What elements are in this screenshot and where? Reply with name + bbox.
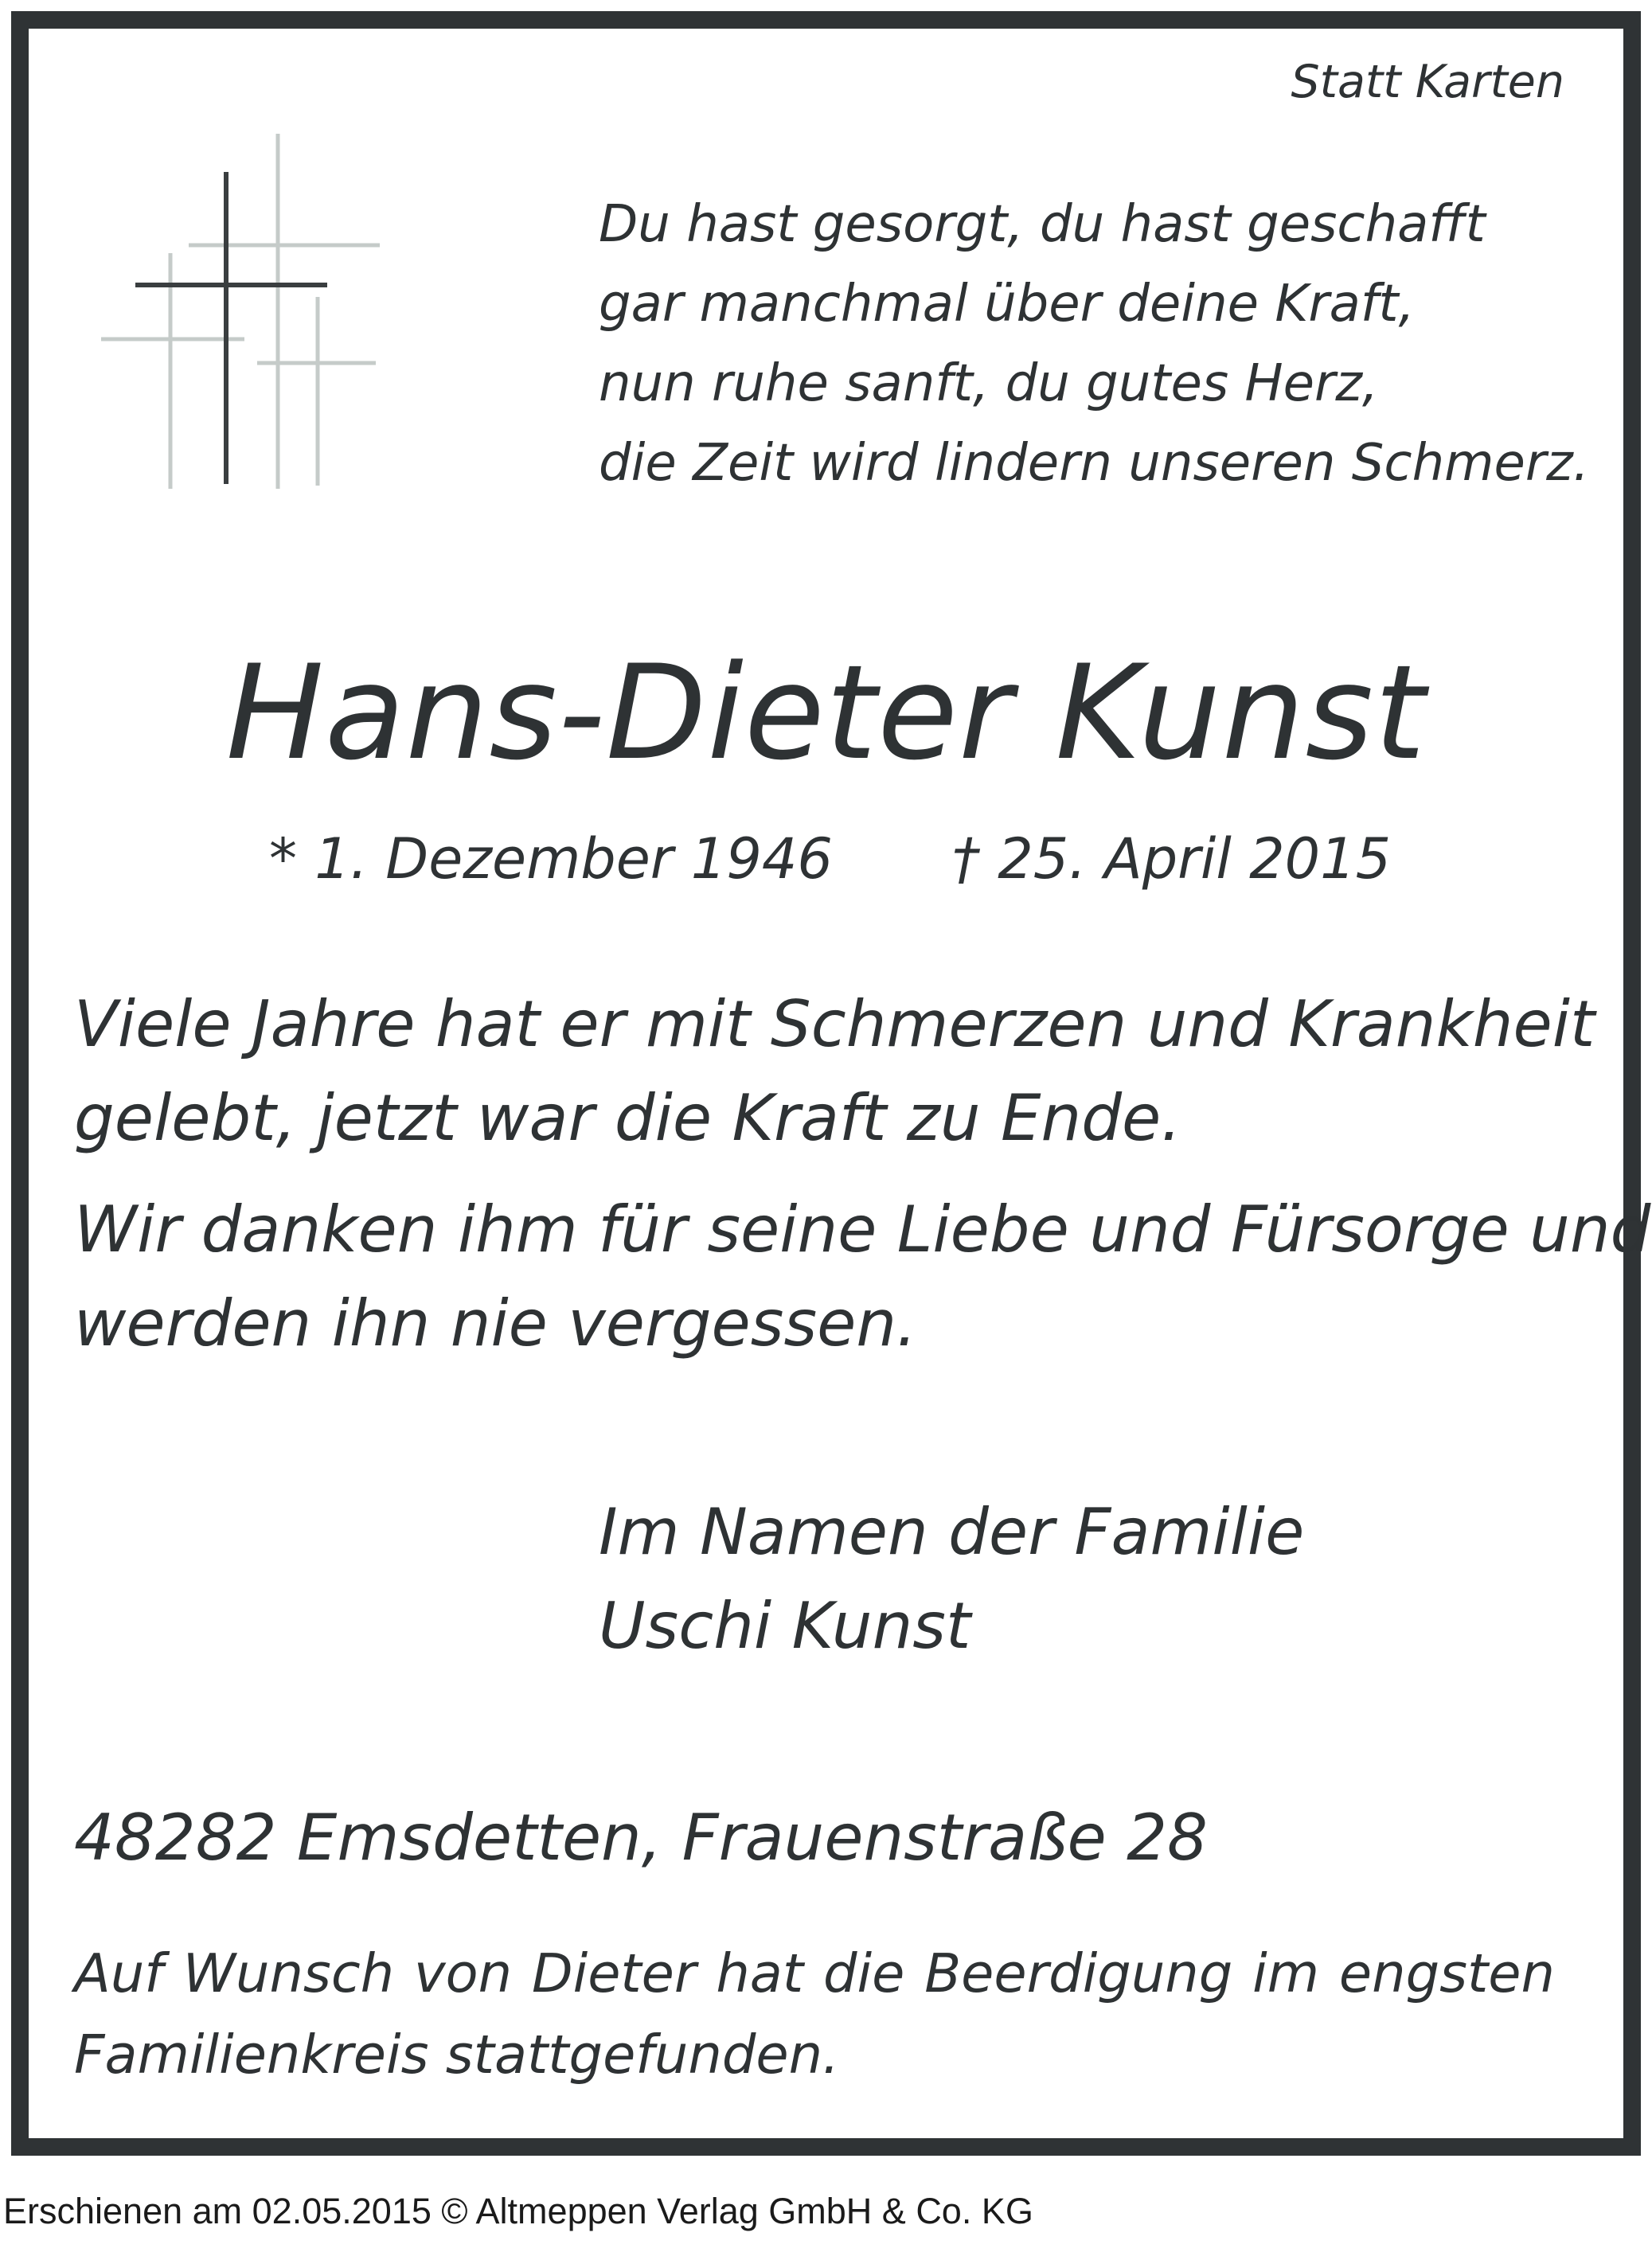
- death-date: † 25. April 2015: [952, 826, 1392, 892]
- signature-line-name: Uschi Kunst: [599, 1589, 971, 1663]
- message-paragraph-1: [74, 978, 1595, 1165]
- message-paragraph-2: [74, 1183, 1651, 1371]
- cross-group-icon: [101, 134, 380, 489]
- poem-line: Du hast gesorgt, du hast geschafft: [599, 195, 1486, 254]
- funeral-note-line: Auf Wunsch von Dieter hat die Beerdigung im engsten: [74, 1942, 1555, 2004]
- deceased-name: Hans-Dieter Kunst: [225, 637, 1427, 789]
- funeral-note: [74, 1933, 1555, 2095]
- publication-footer: Erschienen am 02.05.2015 © Altmeppen Verlag GmbH & Co. KG: [3, 2191, 1033, 2231]
- message-line: gelebt, jetzt war die Kraft zu Ende.: [74, 1081, 1181, 1155]
- statt-karten-label: Statt Karten: [1291, 56, 1564, 108]
- address: 48282 Emsdetten, Frauenstraße 28: [74, 1801, 1208, 1875]
- signature-block: [599, 1485, 1304, 1673]
- poem-line: gar manchmal über deine Kraft,: [599, 275, 1415, 334]
- poem-line: nun ruhe sanft, du gutes Herz,: [599, 354, 1379, 413]
- funeral-note-line: Familienkreis stattgefunden.: [74, 2024, 840, 2086]
- birth-date: * 1. Dezember 1946: [269, 826, 833, 892]
- signature-line-family: Im Namen der Familie: [599, 1495, 1305, 1569]
- message-line: Viele Jahre hat er mit Schmerzen und Krankheit: [74, 987, 1595, 1061]
- poem-line: die Zeit wird lindern unseren Schmerz.: [599, 434, 1590, 493]
- message-line: werden ihn nie vergessen.: [74, 1286, 917, 1360]
- message-line: Wir danken ihm für seine Liebe und Fürsorge und: [74, 1192, 1651, 1267]
- poem: [599, 185, 1589, 503]
